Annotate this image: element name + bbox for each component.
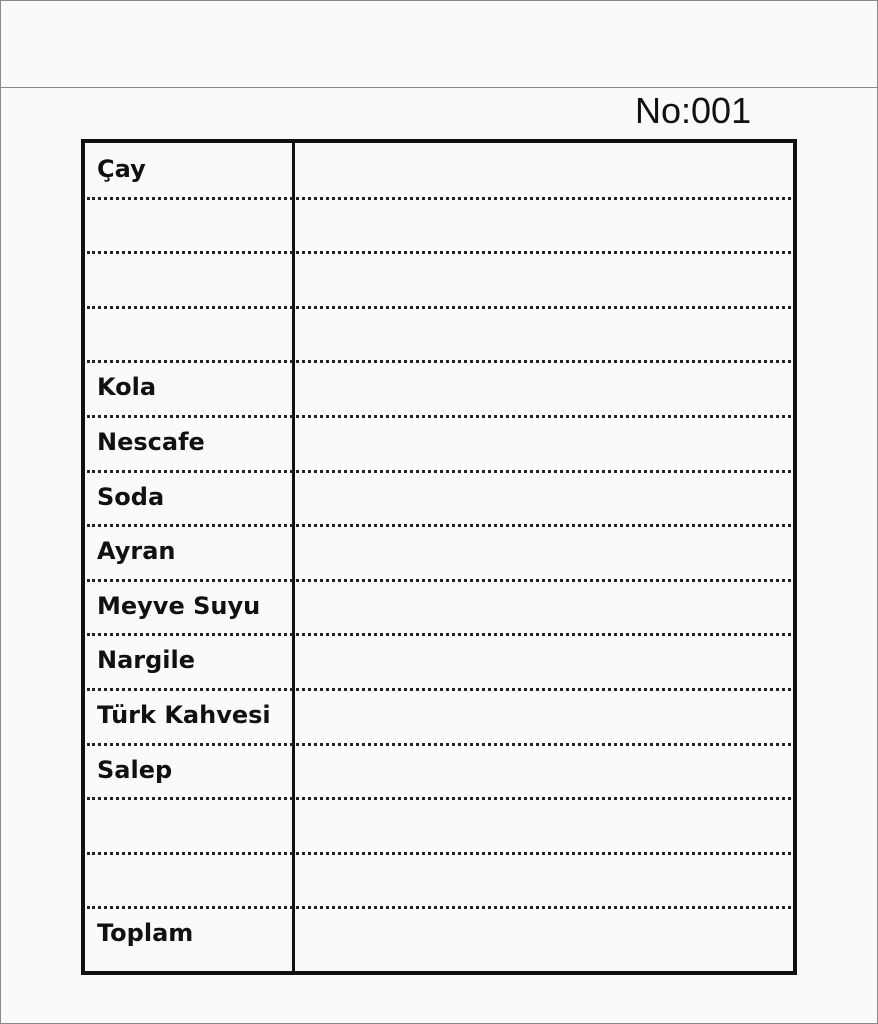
item-amount-field[interactable] xyxy=(297,365,787,411)
item-row xyxy=(85,634,793,689)
item-amount-field[interactable] xyxy=(297,802,787,848)
item-amount-field[interactable] xyxy=(297,748,787,794)
item-amount-field[interactable] xyxy=(297,311,787,357)
item-amount-field[interactable] xyxy=(297,202,787,248)
item-row xyxy=(85,416,793,471)
document-number: No:001 xyxy=(635,90,752,131)
order-form-table xyxy=(81,139,797,975)
item-row xyxy=(85,853,793,908)
tear-off-stub xyxy=(1,1,877,88)
item-label: Soda xyxy=(97,482,165,511)
item-amount-field[interactable] xyxy=(297,529,787,575)
item-label: Nescafe xyxy=(97,428,205,456)
item-label: Çay xyxy=(97,155,146,183)
item-amount-field[interactable] xyxy=(297,584,787,630)
item-amount-field[interactable] xyxy=(297,638,787,684)
item-row xyxy=(85,689,793,744)
item-amount-field[interactable] xyxy=(297,857,787,903)
item-row xyxy=(85,143,793,198)
item-label: Meyve Suyu xyxy=(97,591,261,620)
item-amount-field[interactable] xyxy=(297,911,787,957)
item-row xyxy=(85,580,793,635)
item-row xyxy=(85,798,793,853)
item-label: Ayran xyxy=(97,537,176,566)
item-row xyxy=(85,252,793,307)
item-row xyxy=(85,361,793,416)
item-amount-field[interactable] xyxy=(297,256,787,302)
item-amount-field[interactable] xyxy=(297,420,787,466)
item-row xyxy=(85,744,793,799)
item-label: Nargile xyxy=(97,646,196,675)
item-row xyxy=(85,198,793,253)
item-label: Salep xyxy=(97,755,173,784)
item-row xyxy=(85,471,793,526)
item-label: Türk Kahvesi xyxy=(97,701,271,729)
item-row xyxy=(85,307,793,362)
item-row xyxy=(85,525,793,580)
item-amount-field[interactable] xyxy=(297,147,787,193)
item-label: Kola xyxy=(97,373,157,402)
item-amount-field[interactable] xyxy=(297,475,787,521)
item-amount-field[interactable] xyxy=(297,693,787,739)
item-label: Toplam xyxy=(97,919,194,948)
item-row xyxy=(85,907,793,962)
